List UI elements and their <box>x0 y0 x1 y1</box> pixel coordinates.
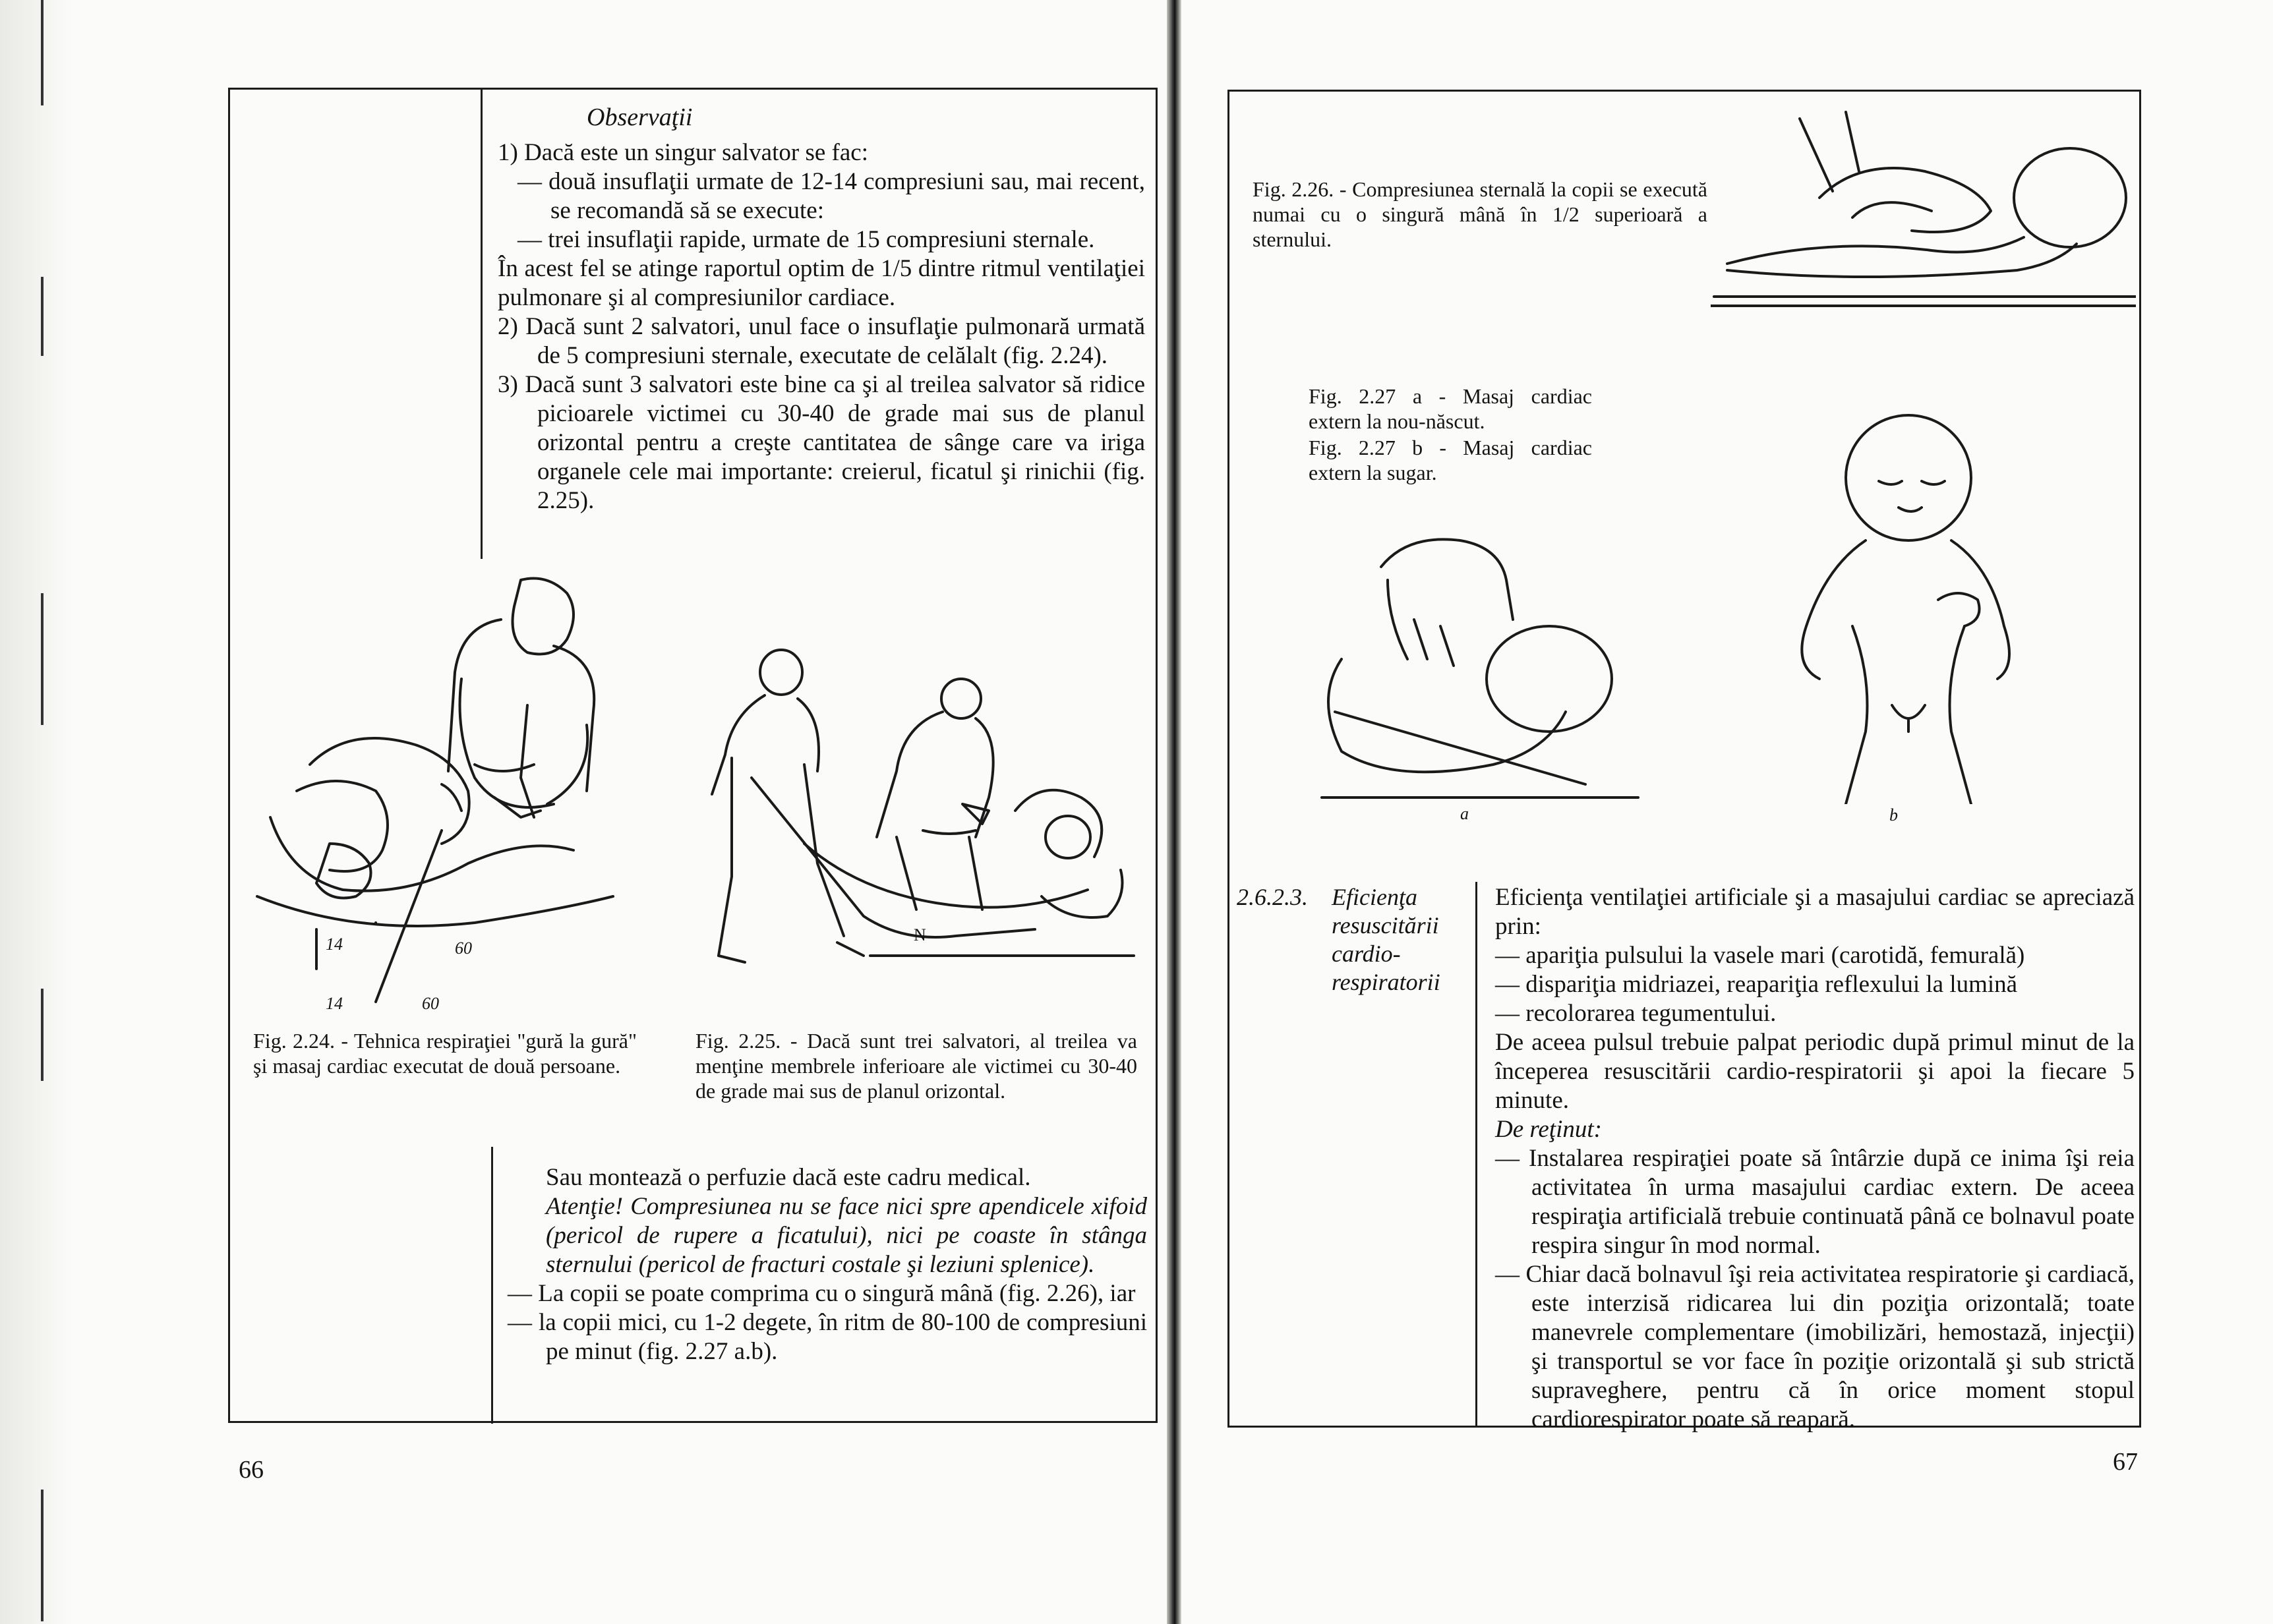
fig-2-27b-illustration <box>1767 409 2044 804</box>
left-page-number: 66 <box>239 1456 264 1484</box>
section-rule <box>1475 882 1477 1428</box>
book-spine <box>1167 0 1181 1624</box>
fig-2-24-caption: Fig. 2.24. - Tehnica respiraţiei "gură la gură" şi masaj cardiac executat de două persoane. <box>253 1029 637 1078</box>
left-bottom-text <box>508 1163 1147 1366</box>
section-line-6: De reţinut: <box>1495 1116 1603 1143</box>
obs-line-6: 3) Dacă sunt 3 salvatori este bine ca şi al treilea salvator să ridice picioarele victimei cu 30-40 de grade mai sus de planul orizontal pentru a creşte cantitatea de sânge care va iriga organele cele mai importante: creierul, ficatul şi rinichii (fig. 2.25). <box>498 371 1145 514</box>
obs-line-1: 1) Dacă este un singur salvator se fac: <box>498 139 868 166</box>
left-page-edge <box>0 0 73 1624</box>
fig-2-24-label-2: 60 <box>455 939 472 958</box>
section-text <box>1495 883 2135 1434</box>
fig-2-27a-illustration <box>1309 527 1645 811</box>
observations-title: Observaţii <box>587 103 693 131</box>
section-line-7: — Instalarea respiraţiei poate să întârzie după ce inima îşi reia activitatea în urma masajului cardiac extern. De aceea respiraţia artificială trebuie continuată până ce bolnavul poate respira singur în mod normal. <box>1495 1145 2135 1259</box>
observations-text <box>498 138 1145 515</box>
fig-2-26-rule <box>1711 304 2136 307</box>
fig-2-25-caption: Fig. 2.25. - Dacă sunt trei salvatori, al treilea va menţine membrele inferioare ale victimei cu 30-40 de grade mai sus de planul orizontal. <box>695 1029 1137 1103</box>
obs-line-2: — două insuflaţii urmate de 12-14 compresiuni sau, mai recent, se recomandă să se execute: <box>517 168 1145 224</box>
fig-2-24-label-4: 60 <box>422 994 439 1013</box>
bottom-line-4: — la copii mici, cu 1-2 degete, în ritm de 80-100 de compresiuni pe minut (fig. 2.27 a.b). <box>508 1309 1147 1365</box>
fig-2-27-label-b: b <box>1889 805 1898 825</box>
fig-2-26-caption: Fig. 2.26. - Compresiunea sternală la copii se execută numai cu o singură mână în 1/2 superioară a sternului. <box>1253 177 1707 251</box>
observations-rule <box>481 88 483 559</box>
obs-line-4: În acest fel se atinge raportul optim de 1/5 dintre ritmul ventilaţiei pulmonare şi al compresiunilor cardiace. <box>498 255 1145 311</box>
bottom-line-3: — La copii se poate comprima cu o singură mână (fig. 2.26), iar <box>508 1280 1136 1307</box>
bottom-line-1: Sau montează o perfuzie dacă este cadru medical. <box>546 1164 1031 1191</box>
section-line-4: — recolorarea tegumentului. <box>1495 1000 1777 1027</box>
bottom-line-2: Atenţie! Compresiunea nu se face nici spre apendicele xifoid (pericol de rupere a ficatului), nici pe coaste în stânga sternului (pericol de fracturi costale şi leziuni splenice). <box>546 1193 1147 1278</box>
fig-2-27b-caption: Fig. 2.27 b - Masaj cardiac extern la sugar. <box>1309 436 1592 484</box>
obs-line-3: — trei insuflaţii rapide, urmate de 15 compresiuni sternale. <box>517 226 1095 253</box>
fig-2-24-label-1: 14 <box>326 935 343 954</box>
section-line-3: — dispariţia midriazei, reapariţia reflexului la lumină <box>1495 971 2018 998</box>
fig-2-24-label-3: 14 <box>326 994 343 1013</box>
fig-2-25-mark: N <box>914 925 926 944</box>
section-number: 2.6.2.3. <box>1237 884 1308 910</box>
fig-2-27-label-a: a <box>1460 804 1469 823</box>
obs-line-5: 2) Dacă sunt 2 salvatori, unul face o insuflaţie pulmonară urmată de 5 compresiuni sternale, executate de celălalt (fig. 2.24). <box>498 313 1145 369</box>
fig-2-26-illustration <box>1707 105 2136 316</box>
section-line-2: — apariţia pulsului la vasele mari (carotidă, femurală) <box>1495 942 2025 969</box>
section-line-8: — Chiar dacă bolnavul îşi reia activitatea respiratorie şi cardiacă, este interzisă ridicarea lui din poziţia orizontală; toate manevrele complementare (imobilizări, hemostază, injecţii) şi transportul se vor face în poziţie orizontală şi sub strictă supraveghere, pentru că în orice moment stopul cardiorespirator poate să reapară. <box>1495 1261 2135 1433</box>
fig-2-25-illustration <box>672 646 1147 969</box>
bottom-text-rule <box>491 1147 493 1424</box>
fig-2-24-illustration <box>244 567 639 1015</box>
fig-2-27a-caption: Fig. 2.27 a - Masaj cardiac extern la nou-născut. <box>1309 384 1592 433</box>
section-line-1: Eficienţa ventilaţiei artificiale şi a masajului cardiac se apreciază prin: <box>1495 884 2135 940</box>
section-line-5: De aceea pulsul trebuie palpat periodic după primul minut de la începerea resuscitării cardio-respiratorii şi apoi la fiecare 5 minute. <box>1495 1029 2135 1114</box>
right-page-number: 67 <box>2113 1448 2138 1476</box>
section-title: Eficienţa resuscitării cardio-respiratorii <box>1332 884 1440 995</box>
